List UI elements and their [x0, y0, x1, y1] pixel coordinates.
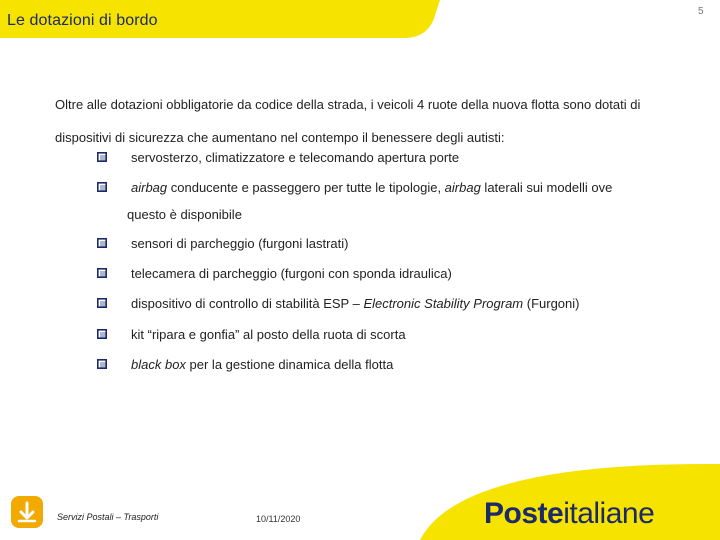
poste-italiane-logo	[484, 497, 654, 531]
bullet-text: kit “ripara e gonfia” al posto della ruota di scorta	[131, 327, 406, 342]
bullet-text-part: dispositivo di controllo di stabilità ESP –	[131, 296, 364, 311]
checkbox-square-icon	[97, 298, 107, 308]
checkbox-square-icon	[97, 329, 107, 339]
bullet-text	[131, 296, 579, 311]
bullet-text-part: laterali sui modelli ove	[480, 180, 613, 195]
intro-paragraph: Oltre alle dotazioni obbligatorie da codice della strada, i veicoli 4 ruote della nuova flotta sono dotati di dispositivi di sicurezza che aumentano nel contempo il benessere degli autisti:	[55, 97, 641, 145]
down-arrow-icon[interactable]	[10, 495, 44, 529]
checkbox-square-icon	[97, 152, 107, 162]
italic-term: airbag	[131, 180, 168, 195]
bullet-continuation: questo è disponibile	[127, 207, 242, 222]
brand-bold: Poste	[484, 497, 564, 530]
checkbox-square-icon	[97, 359, 107, 369]
italic-term: Electronic Stability Program	[363, 296, 524, 311]
bullet-text: sensori di parcheggio (furgoni lastrati)	[131, 236, 349, 251]
bullet-text	[131, 180, 612, 195]
brand-regular: italiane	[563, 497, 655, 530]
page-title: Le dotazioni di bordo	[7, 12, 158, 29]
italic-term: black box	[131, 357, 186, 372]
checkbox-square-icon	[97, 238, 107, 248]
footer-department: Servizi Postali – Trasporti	[57, 512, 159, 522]
bullet-text: servosterzo, climatizzatore e telecomando apertura porte	[131, 150, 460, 165]
page-number: 5	[698, 6, 704, 17]
bullet-text-part: per la gestione dinamica della flotta	[185, 357, 394, 372]
footer-date: 10/11/2020	[256, 514, 301, 524]
bullet-text: telecamera di parcheggio (furgoni con sponda idraulica)	[131, 266, 452, 281]
italic-term: airbag	[444, 180, 481, 195]
checkbox-square-icon	[97, 182, 107, 192]
checkbox-square-icon	[97, 268, 107, 278]
bullet-text-part: (Furgoni)	[523, 296, 580, 311]
bullet-text-part: conducente e passeggero per tutte le tipologie,	[167, 180, 445, 195]
bullet-text	[131, 357, 393, 372]
